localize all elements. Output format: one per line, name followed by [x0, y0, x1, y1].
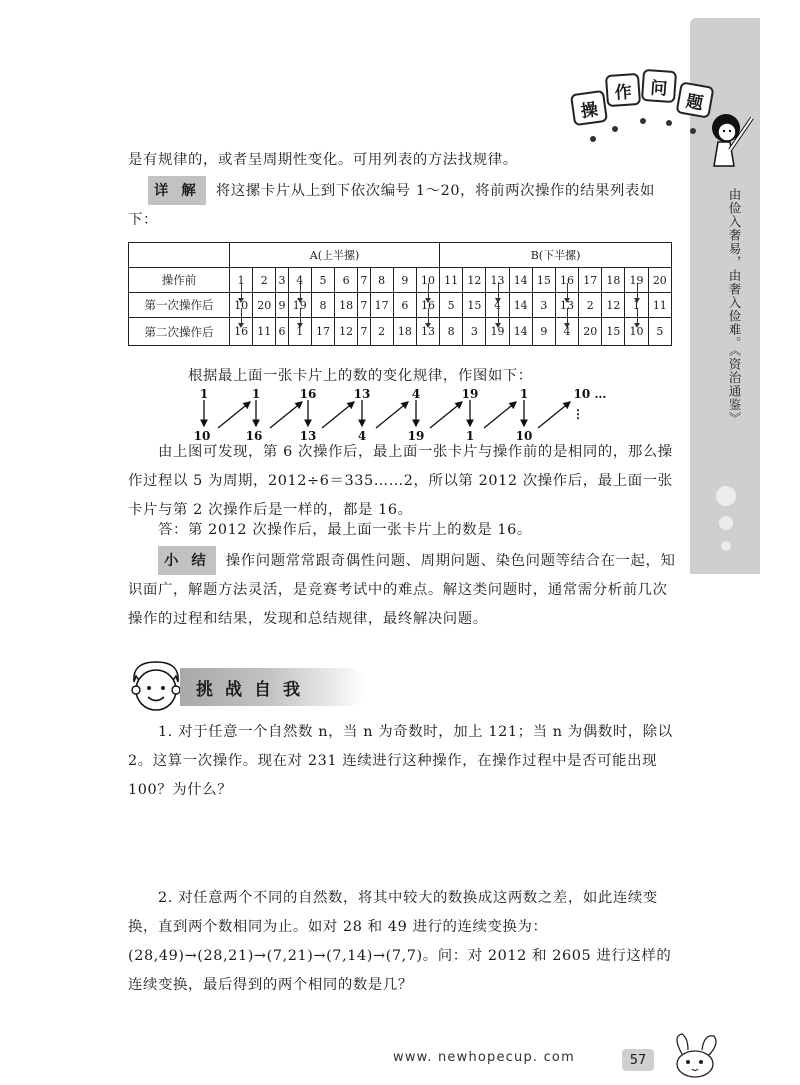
table-cell: 3 — [532, 293, 555, 318]
table-cell: 13 — [486, 268, 509, 293]
diagram-top-number: 10 … — [573, 388, 607, 401]
group-a-header: A(上半摞) — [230, 243, 440, 268]
sequence-diagram — [188, 388, 618, 444]
table-cell: 11 — [440, 268, 463, 293]
diagram-top-number: 13 — [353, 388, 371, 401]
table-cell: 12 — [602, 293, 625, 318]
diagram-bottom-number: 1 — [465, 429, 475, 443]
table-cell: 8 — [370, 268, 393, 293]
table-cell: 16 — [230, 318, 253, 346]
answer-text: 答：第 2012 次操作后，最上面一张卡片上的数是 16。 — [158, 522, 532, 538]
table-cell: 17 — [311, 318, 334, 346]
table-cell: 1 — [288, 318, 311, 346]
title-char: 操 — [570, 90, 608, 126]
summary — [128, 546, 676, 634]
table-cell: 8 — [311, 293, 334, 318]
diagram-top-number: 4 — [411, 388, 421, 401]
table-corner — [129, 243, 230, 268]
table-cell: 7 — [358, 318, 370, 346]
diagram-bottom-number: 16 — [245, 429, 263, 443]
table-cell: 14 — [509, 268, 532, 293]
diagram-bottom-number: 4 — [357, 429, 367, 443]
diagram-top-number: 1 — [519, 388, 529, 401]
table-cell: 19 — [486, 318, 509, 346]
table-cell: 11 — [253, 318, 276, 346]
side-dot — [721, 541, 731, 551]
table-cell: 4 — [288, 268, 311, 293]
side-dot — [716, 486, 736, 506]
table-cell: 2 — [579, 293, 602, 318]
table-cell: 20 — [253, 293, 276, 318]
group-b-header: B(下半摞) — [440, 243, 672, 268]
table-cell: 19 — [288, 293, 311, 318]
table-cell: 3 — [276, 268, 288, 293]
diagram-bottom-number: 13 — [299, 429, 317, 443]
cartoon-girl-icon — [700, 104, 756, 174]
table-cell: 12 — [463, 268, 486, 293]
table-cell: 9 — [276, 293, 288, 318]
side-quote: 由俭入奢易，由奢入俭难。《资治通鉴》 — [727, 188, 742, 425]
table-cell: 15 — [463, 293, 486, 318]
row-label: 第一次操作后 — [129, 293, 230, 318]
table-cell: 1 — [230, 268, 253, 293]
table-cell: 3 — [463, 318, 486, 346]
table-cell: 10 — [625, 318, 648, 346]
row-label: 操作前 — [129, 268, 230, 293]
problem-2: 2. 对任意两个不同的自然数，将其中较大的数换成这两数之差，如此连续变换，直到两个数相同为止。如对 28 和 49 进行的连续变换为：(28,49)→(28,21)→(7,21)→(7,14)→(7,7)。问：对 2012 和 2605 进行这样的连续变换，最后得到的两个相同的数是几？ — [128, 890, 672, 993]
table-cell: 10 — [416, 268, 439, 293]
page-number: 57 — [622, 1049, 654, 1071]
table-cell: 17 — [579, 268, 602, 293]
table-cell: 19 — [625, 268, 648, 293]
table-cell: 4 — [555, 318, 578, 346]
analysis-text: 由上图可发现，第 6 次操作后，最上面一张卡片与操作前的是相同的，那么操作过程以 5 为周期，2012÷6＝335……2，所以第 2012 次操作后，最上面一张卡片与第 2 次操作后是一样的，都是 16。 — [128, 444, 673, 518]
diagram-top-number: 16 — [299, 388, 317, 401]
diagram-vdots: ⋮ — [572, 407, 584, 421]
table-cell: 16 — [555, 268, 578, 293]
table-cell: 5 — [440, 293, 463, 318]
row-label: 第二次操作后 — [129, 318, 230, 346]
title-char: 作 — [605, 73, 641, 107]
diagram-bottom-number: 19 — [407, 429, 425, 443]
table-cell: 9 — [393, 268, 416, 293]
summary-label: 小 结 — [158, 546, 216, 575]
table-row — [129, 293, 672, 318]
side-dot — [719, 516, 733, 530]
table-cell: 8 — [440, 318, 463, 346]
table-cell: 11 — [648, 293, 671, 318]
table-cell: 15 — [532, 268, 555, 293]
table-row — [129, 318, 672, 346]
diagram-bottom-number: 10 — [193, 429, 211, 443]
table-cell: 2 — [253, 268, 276, 293]
table-cell: 7 — [358, 268, 370, 293]
diagram-top-number: 19 — [461, 388, 479, 401]
operations-table — [128, 242, 672, 346]
diagram-top-number: 1 — [251, 388, 261, 401]
problem-1: 1. 对于任意一个自然数 n，当 n 为奇数时，加上 121；当 n 为偶数时，除以 2。这算一次操作。现在对 231 连续进行这种操作，在操作过程中是否可能出现 100？为什么？ — [128, 724, 673, 798]
diagram-top-number: 1 — [199, 388, 209, 401]
table-cell: 5 — [311, 268, 334, 293]
table-cell: 6 — [393, 293, 416, 318]
table-cell: 14 — [509, 318, 532, 346]
table-row — [129, 268, 672, 293]
table-cell: 6 — [276, 318, 288, 346]
challenge-title: 挑战自我 — [196, 680, 312, 700]
table-cell: 6 — [335, 268, 358, 293]
table-cell: 20 — [579, 318, 602, 346]
boy-face-icon — [126, 656, 186, 716]
table-cell: 13 — [416, 318, 439, 346]
table-cell: 15 — [602, 318, 625, 346]
explain-label: 详 解 — [148, 176, 206, 205]
table-cell: 16 — [416, 293, 439, 318]
explain-text: 将这摞卡片从上到下依次编号 1～20，将前两次操作的结果列表如下： — [128, 183, 655, 228]
diagram-bottom-number: 10 — [515, 429, 533, 443]
intro-text: 是有规律的，或者呈周期性变化。可用列表的方法找规律。 — [128, 152, 518, 168]
table-cell: 20 — [648, 268, 671, 293]
table-cell: 14 — [509, 293, 532, 318]
bunny-icon — [668, 1032, 722, 1080]
table-cell: 13 — [555, 293, 578, 318]
table-cell: 5 — [648, 318, 671, 346]
title-char: 问 — [641, 69, 677, 103]
table-cell: 7 — [358, 293, 370, 318]
table-cell: 18 — [393, 318, 416, 346]
diagram-intro: 根据最上面一张卡片上的数的变化规律，作图如下： — [188, 368, 533, 384]
explanation — [128, 176, 676, 235]
table-cell: 2 — [370, 318, 393, 346]
table-cell: 18 — [602, 268, 625, 293]
table-cell: 10 — [230, 293, 253, 318]
table-cell: 1 — [625, 293, 648, 318]
table-cell: 12 — [335, 318, 358, 346]
title-char: 题 — [675, 81, 714, 118]
table-cell: 18 — [335, 293, 358, 318]
table-cell: 17 — [370, 293, 393, 318]
footer-url: www. newhopecup. com — [393, 1050, 575, 1065]
table-cell: 4 — [486, 293, 509, 318]
table-cell: 9 — [532, 318, 555, 346]
summary-text: 操作问题常常跟奇偶性问题、周期问题、染色问题等结合在一起，知识面广，解题方法灵活，是竞赛考试中的难点。解这类问题时，通常需分析前几次操作的过程和结果，发现和总结规律，最终解决问题。 — [128, 553, 676, 627]
